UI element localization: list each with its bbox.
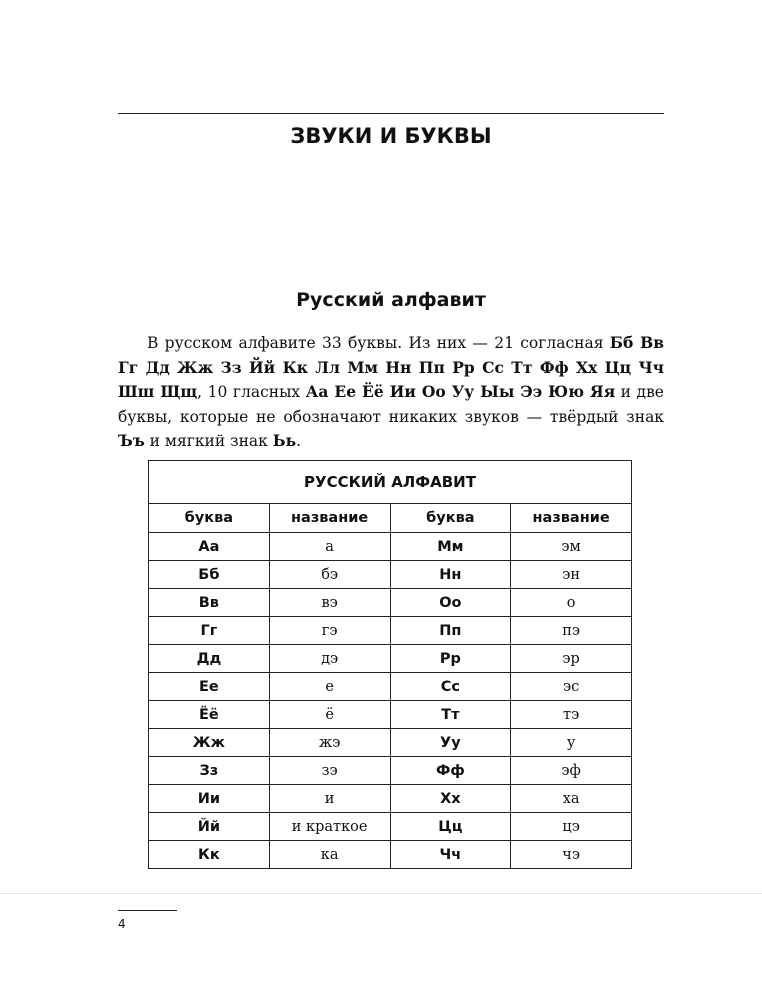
letter-cell: Хх: [390, 785, 511, 813]
paragraph-bold-run: Бб Вв Гг Дд Жж Зз Йй Кк Лл Мм Нн Пп Рр Сс Тт Фф Хх Цц Чч Шш Щщ: [118, 333, 664, 401]
section-title: Русский алфавит: [296, 289, 486, 311]
letter-name-cell: а: [269, 533, 390, 561]
letter-cell: Кк: [149, 841, 270, 869]
letter-cell: Гг: [149, 617, 270, 645]
letter-name-cell: и: [269, 785, 390, 813]
page-edge-line: [0, 893, 762, 894]
letter-cell: Жж: [149, 729, 270, 757]
table-row: [149, 785, 632, 813]
paragraph-bold-run: Ьь: [272, 431, 297, 450]
table-row: [149, 533, 632, 561]
footer-divider: [118, 910, 177, 911]
letter-name-cell: ка: [269, 841, 390, 869]
letter-name-cell: эф: [511, 757, 632, 785]
table-row: [149, 757, 632, 785]
table-row: [149, 645, 632, 673]
column-header-name: название: [269, 504, 390, 533]
table-row: [149, 673, 632, 701]
paragraph-text-run: .: [296, 432, 302, 450]
letter-cell: Мм: [390, 533, 511, 561]
letter-cell: Цц: [390, 813, 511, 841]
letter-cell: Зз: [149, 757, 270, 785]
column-header-name: название: [511, 504, 632, 533]
letter-cell: Сс: [390, 673, 511, 701]
table-row: [149, 841, 632, 869]
column-header-letter: буква: [390, 504, 511, 533]
paragraph-text-run: В русском алфавите 33 буквы. Из них — 21 согласная: [147, 334, 610, 352]
table-body: [149, 533, 632, 869]
letter-name-cell: эм: [511, 533, 632, 561]
letter-cell: Уу: [390, 729, 511, 757]
paragraph-text-run: и две буквы, которые не обозначают никаких звуков — твёрдый знак: [118, 383, 664, 426]
chapter-title: ЗВУКИ И БУКВЫ: [290, 124, 492, 148]
letter-name-cell: чэ: [511, 841, 632, 869]
letter-name-cell: и краткое: [269, 813, 390, 841]
paragraph-text-run: , 10 гласных: [197, 383, 306, 401]
letter-name-cell: эн: [511, 561, 632, 589]
letter-name-cell: о: [511, 589, 632, 617]
letter-cell: Ёё: [149, 701, 270, 729]
letter-name-cell: цэ: [511, 813, 632, 841]
letter-name-cell: ё: [269, 701, 390, 729]
table-row: [149, 589, 632, 617]
letter-cell: Йй: [149, 813, 270, 841]
letter-name-cell: эр: [511, 645, 632, 673]
letter-name-cell: дэ: [269, 645, 390, 673]
letter-cell: Вв: [149, 589, 270, 617]
letter-cell: Нн: [390, 561, 511, 589]
letter-cell: Дд: [149, 645, 270, 673]
letter-name-cell: гэ: [269, 617, 390, 645]
intro-paragraph: [118, 331, 664, 454]
column-header-letter: буква: [149, 504, 270, 533]
top-divider: [118, 113, 664, 114]
letter-name-cell: вэ: [269, 589, 390, 617]
letter-name-cell: пэ: [511, 617, 632, 645]
paragraph-bold-run: Ъъ: [118, 431, 145, 450]
paragraph-bold-run: Аа Ее Ёё Ии Оо Уу Ыы Ээ Юю Яя: [305, 382, 616, 401]
table-caption: РУССКИЙ АЛФАВИТ: [149, 461, 632, 504]
table-row: [149, 729, 632, 757]
letter-cell: Ее: [149, 673, 270, 701]
letter-name-cell: тэ: [511, 701, 632, 729]
table-row: [149, 701, 632, 729]
letter-cell: Тт: [390, 701, 511, 729]
paragraph-text-run: и мягкий знак: [144, 432, 273, 450]
letter-name-cell: бэ: [269, 561, 390, 589]
table-row: [149, 813, 632, 841]
letter-cell: Фф: [390, 757, 511, 785]
table-row: [149, 561, 632, 589]
table-row: [149, 617, 632, 645]
letter-cell: Пп: [390, 617, 511, 645]
letter-name-cell: эс: [511, 673, 632, 701]
letter-cell: Аа: [149, 533, 270, 561]
letter-cell: Чч: [390, 841, 511, 869]
letter-cell: Ии: [149, 785, 270, 813]
letter-name-cell: у: [511, 729, 632, 757]
letter-name-cell: ха: [511, 785, 632, 813]
alphabet-table: [148, 460, 632, 869]
letter-name-cell: жэ: [269, 729, 390, 757]
letter-name-cell: зэ: [269, 757, 390, 785]
letter-cell: Оо: [390, 589, 511, 617]
letter-name-cell: е: [269, 673, 390, 701]
letter-cell: Рр: [390, 645, 511, 673]
letter-cell: Бб: [149, 561, 270, 589]
page-number: 4: [118, 917, 126, 931]
